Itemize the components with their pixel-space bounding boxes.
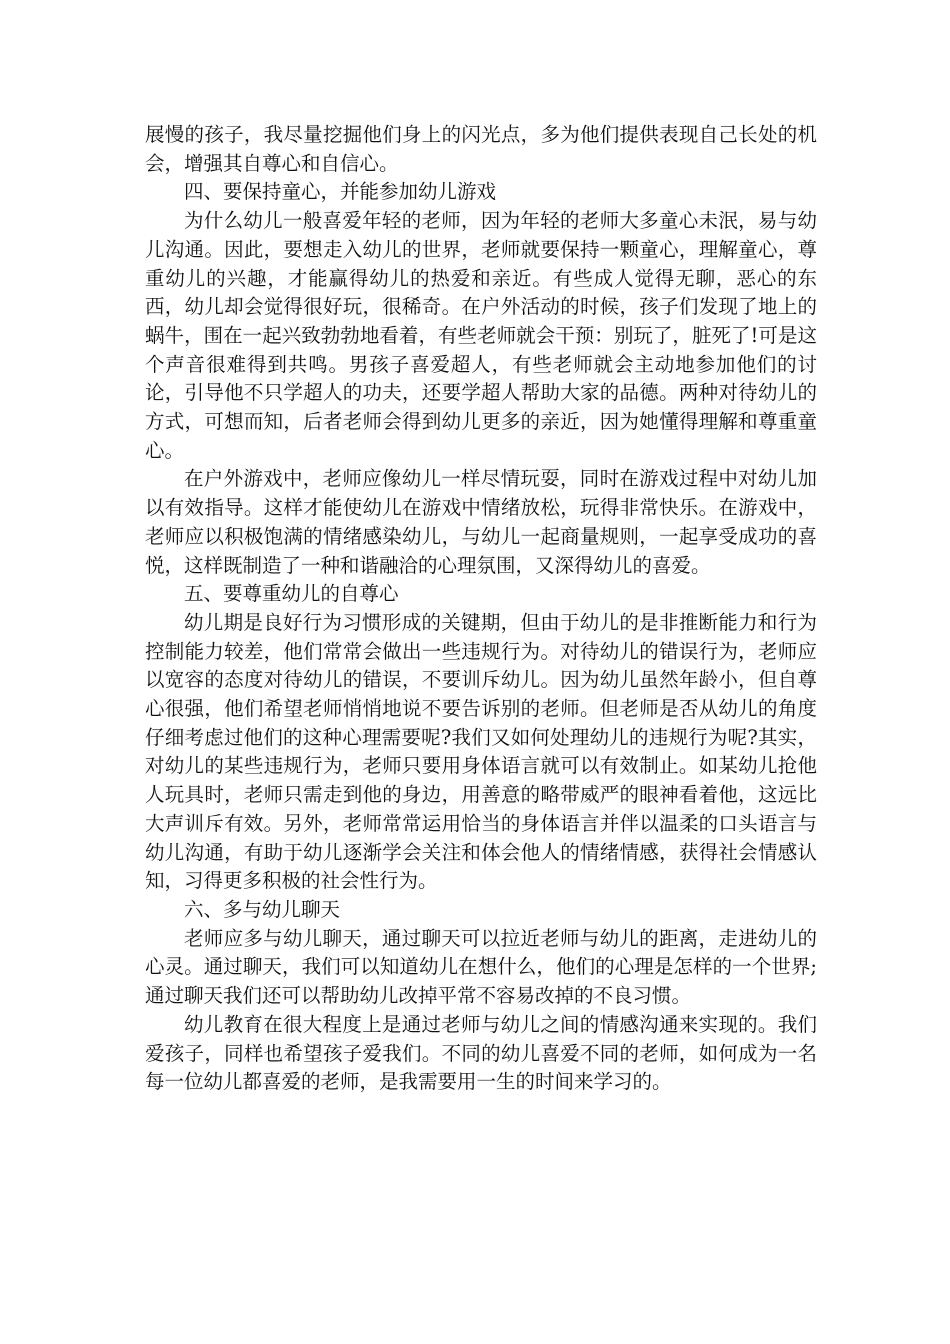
paragraph: 老师应多与幼儿聊天，通过聊天可以拉近老师与幼儿的距离，走进幼儿的心灵。通过聊天，我们可以知道幼儿在想什么，他们的心理是怎样的一个世界;通过聊天我们还可以帮助幼儿改掉平常不容易改掉的不良习惯。 [145, 926, 817, 1008]
paragraph: 在户外游戏中，老师应像幼儿一样尽情玩耍，同时在游戏过程中对幼儿加以有效指导。这样才能使幼儿在游戏中情绪放松，玩得非常快乐。在游戏中，老师应以积极饱满的情绪感染幼儿，与幼儿一起商量规则，一起享受成功的喜悦，这样既制造了一种和谐融洽的心理氛围，又深得幼儿的喜爱。 [145, 467, 817, 577]
section-heading-4: 四、要保持童心，并能参加幼儿游戏 [184, 180, 497, 204]
section-heading-6: 六、多与幼儿聊天 [184, 897, 341, 921]
paragraph: 为什么幼儿一般喜爱年轻的老师，因为年轻的老师大多童心未泯，易与幼儿沟通。因此，要想走入幼儿的世界，老师就要保持一颗童心，理解童心，尊重幼儿的兴趣，才能赢得幼儿的热爱和亲近。有些成人觉得无聊，恶心的东西，幼儿却会觉得很好玩，很稀奇。在户外活动的时候，孩子们发现了地上的蜗牛，围在一起兴致勃勃地看着，有些老师就会干预：别玩了，脏死了!可是这个声音很难得到共鸣。男孩子喜爱超人，有些老师就会主动地参加他们的讨论，引导他不只学超人的功夫，还要学超人帮助大家的品德。两种对待幼儿的方式，可想而知，后者老师会得到幼儿更多的亲近，因为她懂得理解和尊重童心。 [145, 209, 817, 462]
paragraph: 幼儿教育在很大程度上是通过老师与幼儿之间的情感沟通来实现的。我们爱孩子，同样也希望孩子爱我们。不同的幼儿喜爱不同的老师，如何成为一名每一位幼儿都喜爱的老师，是我需要用一生的时间来学习的。 [145, 1012, 817, 1094]
paragraph-continued: 展慢的孩子，我尽量挖掘他们身上的闪光点，多为他们提供表现自己长处的机会，增强其自尊心和自信心。 [145, 123, 817, 175]
document-page [145, 121, 817, 1097]
paragraph: 幼儿期是良好行为习惯形成的关键期，但由于幼儿的是非推断能力和行为控制能力较差，他们常常会做出一些违规行为。对待幼儿的错误行为，老师应以宽容的态度对待幼儿的错误，不要训斥幼儿。因为幼儿虽然年龄小，但自尊心很强，他们希望老师悄悄地说不要告诉别的老师。但老师是否从幼儿的角度仔细考虑过他们的这种心理需要呢?我们又如何处理幼儿的违规行为呢?其实，对幼儿的某些违规行为，老师只要用身体语言就可以有效制止。如某幼儿抢他人玩具时，老师只需走到他的身边，用善意的略带威严的眼神看着他，这远比大声训斥有效。另外，老师常常运用恰当的身体语言并伴以温柔的口头语言与幼儿沟通，有助于幼儿逐渐学会关注和体会他人的情绪情感，获得社会情感认知，习得更多积极的社会性行为。 [145, 610, 817, 893]
section-heading-5: 五、要尊重幼儿的自尊心 [184, 582, 399, 606]
